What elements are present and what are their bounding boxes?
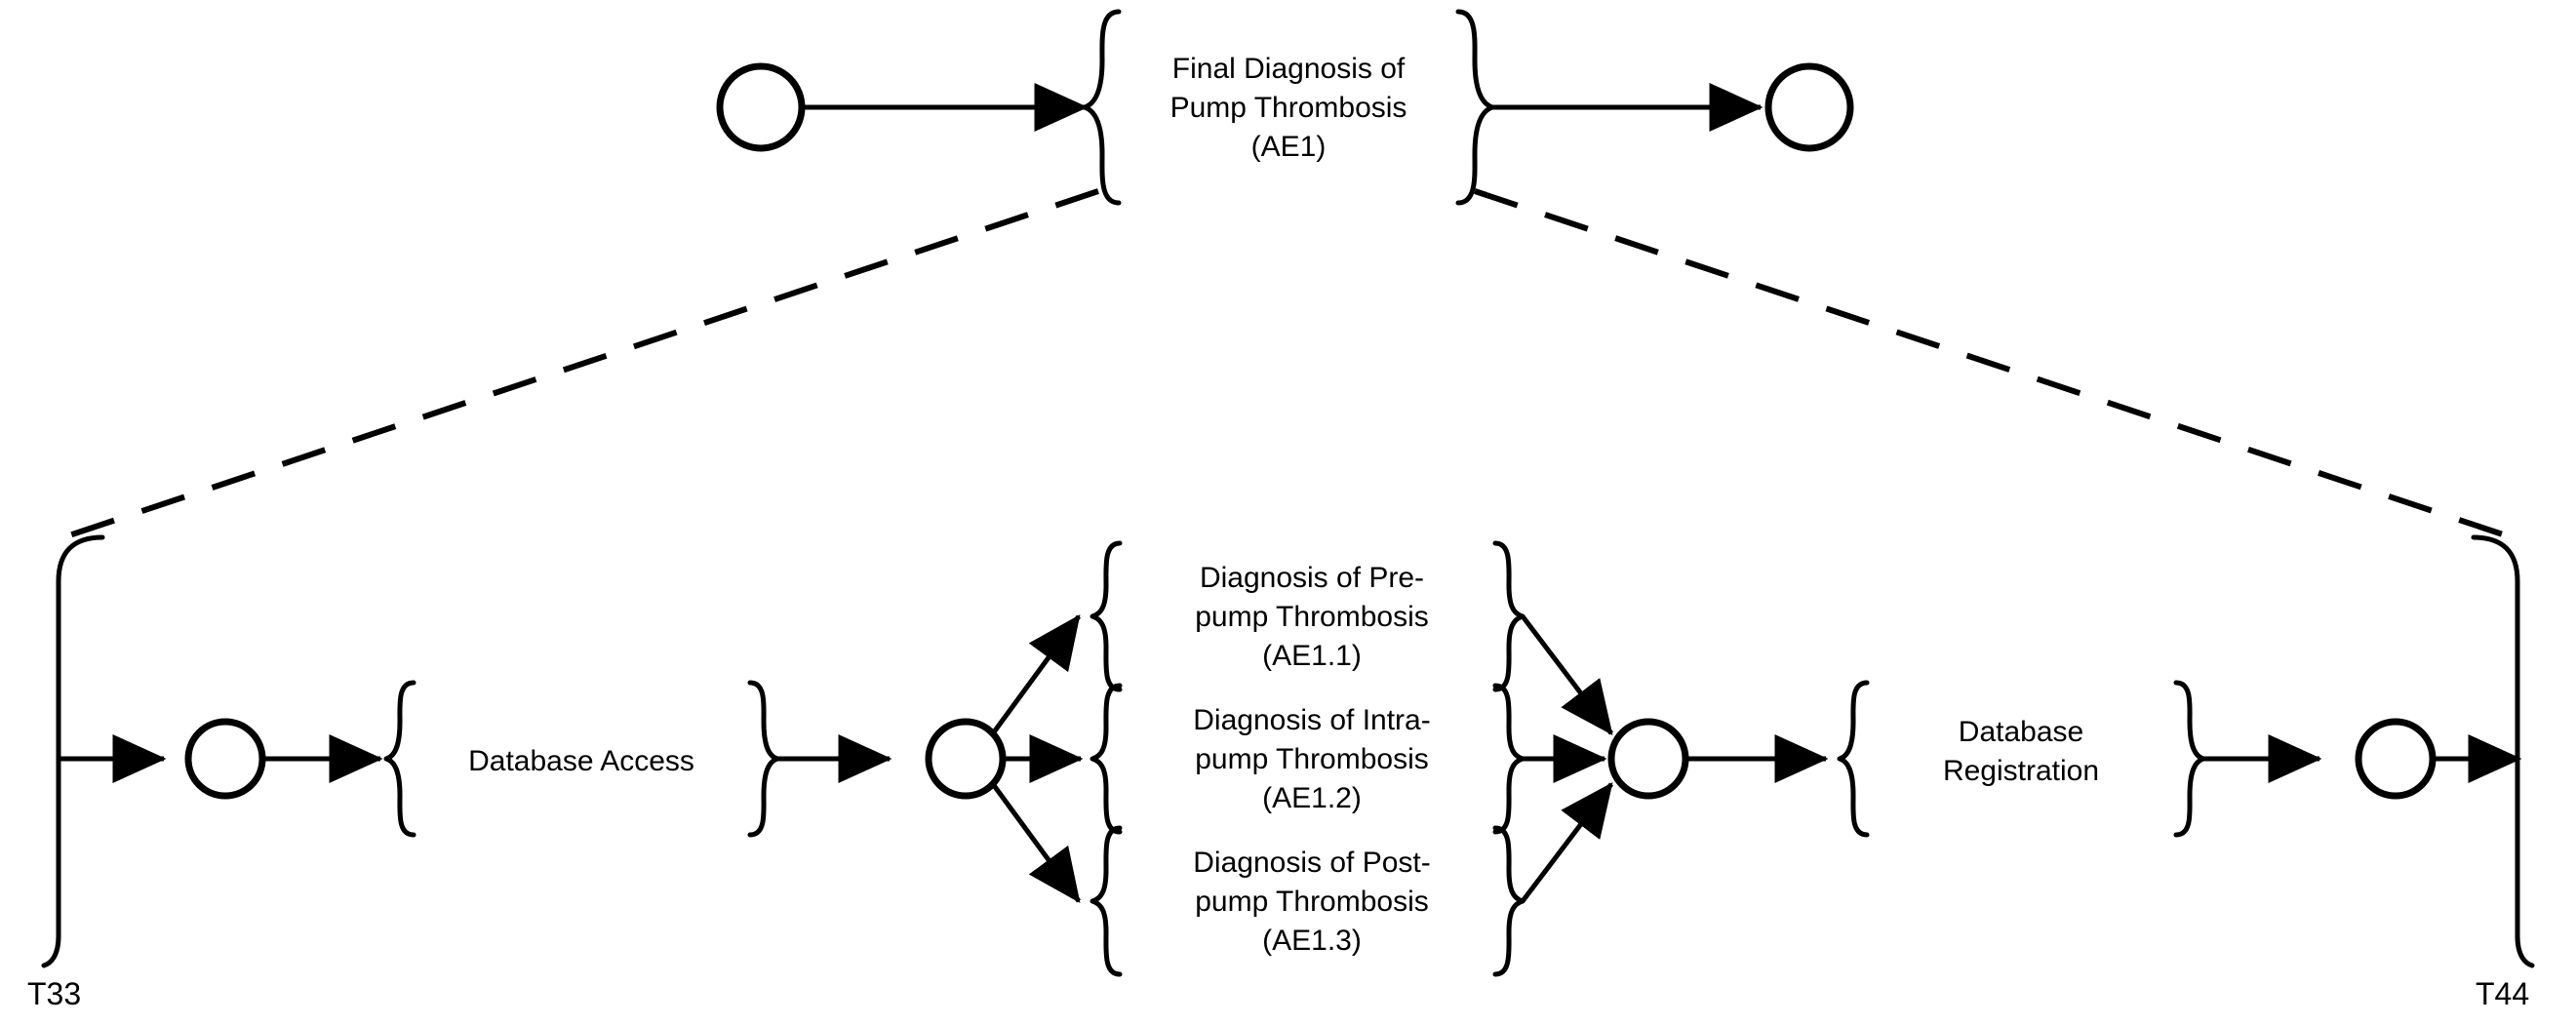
dashed-link-right [1475, 191, 2515, 538]
inner-circle-3-join [1611, 722, 1685, 796]
db-registration-label-line2: Registration [1942, 755, 2100, 787]
db-registration-brace-left [1840, 683, 1867, 835]
intra-pump-brace-left [1092, 686, 1120, 832]
intra-pump-label-line2: pump Thrombosis [1195, 743, 1429, 775]
branch-arrow-to-post-pump [993, 784, 1079, 901]
intra-pump-label-line3: (AE1.2) [1262, 782, 1362, 814]
pre-pump-brace-left [1092, 543, 1120, 690]
post-pump-label-line2: pump Thrombosis [1195, 886, 1429, 918]
inner-circle-4 [2358, 722, 2433, 796]
top-activity-brace-left [1085, 12, 1119, 203]
merge-arrow-from-pre-pump [1523, 616, 1611, 733]
top-activity-label-line1: Final Diagnosis of [1171, 53, 1406, 85]
db-registration-label-line1: Database [1958, 716, 2084, 748]
db-registration-brace-right [2176, 683, 2203, 835]
post-pump-brace-right [1495, 828, 1523, 974]
merge-arrow-from-post-pump [1523, 784, 1611, 901]
post-pump-brace-left [1092, 828, 1120, 974]
top-start-circle [720, 66, 802, 148]
db-access-label: Database Access [468, 745, 694, 777]
marker-t33: T33 [27, 976, 82, 1011]
post-pump-label-line1: Diagnosis of Post- [1193, 847, 1431, 879]
intra-pump-brace-right [1495, 686, 1523, 832]
pre-pump-brace-right [1495, 543, 1523, 690]
top-activity-brace-right [1458, 12, 1492, 203]
container-corner-top-right [2474, 537, 2532, 966]
marker-t44: T44 [2476, 976, 2530, 1011]
top-activity-label-line2: Pump Thrombosis [1169, 92, 1407, 124]
pre-pump-label-line1: Diagnosis of Pre- [1199, 562, 1425, 594]
inner-circle-2-split [929, 722, 1003, 796]
dashed-link-left [60, 191, 1098, 538]
pre-pump-label-line3: (AE1.1) [1262, 640, 1362, 672]
container-corner-top-left [44, 537, 102, 966]
branch-arrow-to-pre-pump [993, 616, 1079, 733]
intra-pump-label-line1: Diagnosis of Intra- [1193, 704, 1431, 736]
top-end-circle [1768, 66, 1850, 148]
db-access-brace-right [750, 683, 777, 835]
top-activity-label-line3: (AE1) [1250, 131, 1327, 163]
inner-circle-1 [188, 722, 262, 796]
post-pump-label-line3: (AE1.3) [1262, 925, 1362, 957]
db-access-brace-left [386, 683, 414, 835]
pre-pump-label-line2: pump Thrombosis [1195, 601, 1429, 633]
